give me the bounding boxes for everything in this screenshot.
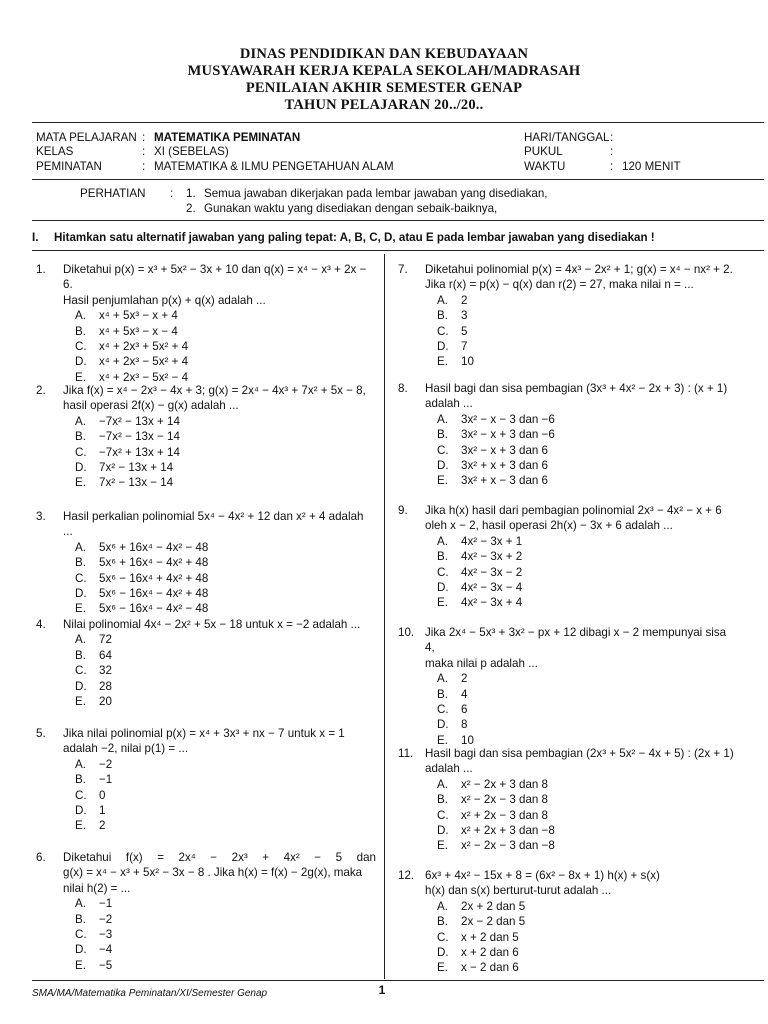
answer-option [75,429,376,444]
answer-option [75,772,376,787]
info-label: PUKUL [524,145,563,159]
option-text: 32 [99,664,112,678]
option-letter: A. [437,412,448,426]
question [398,381,738,489]
option-text: 4 [461,687,468,701]
option-text: 5x⁶ + 16x⁴ − 4x² + 48 [99,556,209,570]
option-text: 2 [461,672,468,686]
option-text: x⁴ + 5x³ − x − 4 [99,324,178,338]
question-text-line: adalah ... [425,397,473,411]
answer-option [75,927,376,942]
question [36,262,376,385]
answer-option [437,808,738,823]
question-text-line: Jika 2x⁴ − 5x³ + 3x² − px + 12 dibagi x − 2 mempunyai sisa 4, [425,626,727,655]
answer-option [75,445,376,460]
question-text-line: Diketahui f(x) = 2x⁴ − 2x³ + 4x² − 5 dan [63,851,376,864]
answer-option [437,565,738,580]
option-text: 2x + 2 dan 5 [461,899,526,913]
question-number: 8. [398,382,408,395]
answer-option [437,534,738,549]
answer-option [437,308,738,323]
question-text-line: adalah −2, nilai p(1) = ... [63,742,189,756]
question-text [63,383,376,414]
answer-option [75,308,376,323]
option-text: x⁴ + 2x³ − 5x² − 4 [99,370,189,384]
option-text: 1 [99,804,106,818]
question-text [425,381,738,412]
option-text: 3x² − x + 3 dan −6 [461,428,555,442]
option-text: 3x² + x − 3 dan 6 [461,474,549,488]
exam-info-right [524,131,681,174]
answer-option [75,788,376,803]
question-number: 10. [398,626,415,639]
option-text: 5x⁶ − 16x⁴ + 4x² + 48 [99,571,209,585]
answer-options [437,899,738,976]
exam-info-left [36,131,394,174]
question-number: 12. [398,869,415,882]
question-text-line: Diketahui polinomial p(x) = 4x³ − 2x² + 1; g(x) = x⁴ − nx² + 2. [425,263,733,276]
option-letter: C. [75,928,87,942]
info-label: KELAS [36,145,74,159]
footer-text: SMA/MA/Matematika Peminatan/XI/Semester Genap [32,988,268,999]
question [398,868,738,976]
question-text-line: h(x) dan s(x) berturut-turut adalah ... [425,884,612,898]
answer-option [437,899,738,914]
option-letter: B. [75,324,86,338]
answer-options [75,757,376,834]
info-label: MATA PELAJARAN [36,131,137,144]
answer-option [75,818,376,833]
question-text-line: Jika h(x) hasil dari pembagian polinomial 2x³ − 4x² − x + 6 [425,504,722,517]
answer-option [75,663,376,678]
answer-option [437,914,738,929]
info-value: XI (SEBELAS) [154,145,229,159]
question-number: 11. [398,747,414,760]
option-letter: D. [75,461,87,475]
option-letter: A. [437,534,448,548]
option-letter: B. [437,793,448,807]
option-text: −2 [99,912,113,926]
answer-option [75,648,376,663]
option-text: −1 [99,773,113,787]
question-number: 3. [36,510,46,523]
option-letter: B. [437,915,448,929]
answer-option [75,324,376,339]
info-value: MATEMATIKA PEMINATAN [154,131,301,144]
answer-option [437,458,738,473]
question-number: 1. [36,263,46,276]
option-text: 4x² − 3x + 1 [461,534,523,548]
option-text: 2 [99,819,106,833]
info-label: WAKTU [524,159,566,173]
divider [32,250,764,251]
option-letter: A. [75,540,86,554]
option-letter: C. [437,443,449,457]
question-text [63,850,376,896]
answer-option [437,412,738,427]
question-text-line: adalah ... [425,762,473,776]
option-letter: C. [75,664,87,678]
question-text-line: Diketahui p(x) = x³ + 5x² − 3x + 10 dan q(x) = x⁴ − x³ + 2x − 6. [63,263,367,292]
option-letter: D. [75,679,87,693]
answer-options [437,293,738,370]
option-text: 4x² − 3x + 2 [461,550,523,564]
instructions-block [80,186,548,216]
option-letter: B. [75,556,86,570]
question-number: 5. [36,727,46,740]
answer-option [75,942,376,957]
answer-option [75,586,376,601]
question-text [63,617,376,632]
question-number: 9. [398,504,408,517]
option-text: 10 [461,733,474,747]
option-letter: E. [437,474,448,488]
answer-options [437,412,738,489]
question [36,509,376,617]
answer-option [437,823,738,838]
answer-option [437,473,738,488]
question [398,746,738,854]
answer-option [437,838,738,853]
option-text: 4x² − 3x − 2 [461,565,523,579]
answer-option [437,930,738,945]
answer-option [75,912,376,927]
answer-option [437,443,738,458]
option-letter: B. [437,428,448,442]
question-text [63,726,376,757]
option-text: x² − 2x + 3 dan 8 [461,777,549,791]
answer-option [437,671,738,686]
answer-option [437,702,738,717]
option-letter: D. [75,355,87,369]
answer-option [75,958,376,973]
answer-option [437,777,738,792]
question-text-line: maka nilai p adalah ... [425,656,538,670]
question-text-line: Jika f(x) = x⁴ − 2x³ − 4x + 3; g(x) = 2x⁴ − 4x³ + 7x² + 5x − 8, [63,384,366,397]
option-text: −2 [99,757,113,771]
option-text: −3 [99,928,113,942]
option-text: 3 [461,309,468,323]
option-letter: A. [437,672,448,686]
answer-option [75,694,376,709]
option-text: 5x⁶ − 16x⁴ − 4x² − 48 [99,602,209,616]
option-letter: D. [75,943,87,957]
option-text: x + 2 dan 6 [461,946,519,960]
answer-option [75,896,376,911]
question [36,617,376,709]
option-text: −7x² − 13x + 14 [99,414,180,428]
option-text: 2x − 2 dan 5 [461,915,526,929]
option-letter: D. [75,587,87,601]
question-text-line: Hasil bagi dan sisa pembagian (2x³ + 5x² − 4x + 5) : (2x + 1) [425,747,734,760]
question-text-line: Hasil penjumlahan p(x) + q(x) adalah ... [63,293,266,307]
option-text: x² + 2x + 3 dan −8 [461,824,555,838]
question-text-line: Hasil perkalian polinomial 5x⁴ − 4x² + 12 dan x² + 4 adalah ... [63,510,364,539]
option-letter: C. [75,571,87,585]
question [36,850,376,973]
section-text: Hitamkan satu alternatif jawaban yang paling tepat: A, B, C, D, atau E pada lembar jawaban yang disediakan ! [54,231,655,244]
option-letter: A. [437,777,448,791]
answer-option [75,555,376,570]
question [398,625,738,748]
option-letter: D. [437,718,449,732]
info-value: MATEMATIKA & ILMU PENGETAHUAN ALAM [154,159,394,173]
instructions-label: PERHATIAN [80,187,146,200]
option-text: x² − 2x − 3 dan −8 [461,839,555,853]
option-letter: D. [437,581,449,595]
option-text: −1 [99,897,113,911]
option-letter: E. [75,819,86,833]
option-letter: E. [437,961,448,975]
option-text: x + 2 dan 5 [461,930,519,944]
option-letter: E. [75,958,86,972]
option-letter: C. [75,445,87,459]
question-text [425,503,738,534]
option-text: x⁴ + 5x³ − x + 4 [99,309,178,323]
option-letter: C. [437,930,449,944]
answer-options [75,896,376,973]
header-line: TAHUN PELAJARAN 20../20.. [284,97,484,113]
answer-option [75,571,376,586]
question-number: 7. [398,263,408,276]
option-letter: E. [75,370,86,384]
instruction-number: 2. [186,202,196,215]
answer-option [75,460,376,475]
option-letter: C. [437,324,449,338]
option-letter: A. [75,633,86,647]
option-text: 20 [99,695,112,709]
divider [32,980,764,981]
answer-option [437,324,738,339]
option-text: 0 [99,788,106,802]
answer-option [437,580,738,595]
divider [32,122,764,123]
option-text: 2 [461,293,468,307]
option-text: 6 [461,703,468,717]
option-text: 3x² − x + 3 dan 6 [461,443,549,457]
question-text [425,262,738,293]
answer-option [437,960,738,975]
answer-option [75,475,376,490]
divider [32,220,764,221]
answer-option [437,792,738,807]
document-header [0,46,768,114]
option-letter: C. [437,703,449,717]
question-number: 2. [36,384,46,397]
option-letter: C. [75,340,87,354]
answer-option [437,717,738,732]
answer-option [75,632,376,647]
option-letter: E. [437,733,448,747]
option-text: 3x² + x + 3 dan 6 [461,459,549,473]
option-letter: A. [437,899,448,913]
option-letter: E. [75,602,86,616]
divider [32,179,764,180]
question [398,503,738,611]
answer-options [437,534,738,611]
option-text: x⁴ + 2x³ − 5x² + 4 [99,355,189,369]
question-text [63,262,376,308]
question-text [425,625,738,671]
info-label: PEMINATAN [36,159,102,173]
answer-option [437,427,738,442]
info-row-date: HARI/TANGGAL : [524,131,614,144]
option-letter: C. [437,808,449,822]
option-text: −5 [99,958,113,972]
answer-option [75,354,376,369]
question-number: 6. [36,851,46,864]
answer-option [75,540,376,555]
option-text: 4x² − 3x − 4 [461,581,523,595]
question-text-line: Hasil bagi dan sisa pembagian (3x³ + 4x² − 2x + 3) : (x + 1) [425,382,728,395]
answer-option [75,414,376,429]
answer-option [75,601,376,616]
option-text: x − 2 dan 6 [461,961,519,975]
header-line: DINAS PENDIDIKAN DAN KEBUDAYAAN [239,46,529,62]
info-value: 120 MENIT [622,159,681,173]
question-text-line: Jika r(x) = p(x) − q(x) dan r(2) = 27, maka nilai n = ... [425,278,694,292]
answer-option [437,339,738,354]
question [398,262,738,370]
option-letter: B. [437,550,448,564]
option-letter: D. [437,824,449,838]
answer-options [75,540,376,617]
question-text [63,509,376,540]
answer-option [75,757,376,772]
option-text: 7x² − 13x + 14 [99,461,174,475]
option-text: 10 [461,355,474,369]
section-number: I. [32,231,39,244]
question-text-line: g(x) = x⁴ − x³ + 5x² − 3x − 8 . Jika h(x) = f(x) − 2g(x), maka [63,866,363,880]
option-letter: B. [75,773,86,787]
column-divider [384,254,385,979]
instruction-row: PERHATIAN : 1. Semua jawaban dikerjakan pada lembar jawaban yang disediakan, [80,187,548,200]
answer-option [75,339,376,354]
question-text-line: Jika nilai polinomial p(x) = x⁴ + 3x³ + nx − 7 untuk x = 1 [63,727,345,740]
option-letter: E. [437,839,448,853]
answer-options [75,414,376,491]
instruction-text: Gunakan waktu yang disediakan dengan sebaik-baiknya, [204,202,498,215]
option-text: x⁴ + 2x³ + 5x² + 4 [99,340,189,354]
info-row-time: PUKUL : [524,145,614,159]
option-letter: A. [75,309,86,323]
info-row-subject: MATA PELAJARAN : MATEMATIKA PEMINATAN [36,131,301,144]
option-text: −7x² − 13x − 14 [99,430,180,444]
answer-option [75,803,376,818]
answer-option [437,687,738,702]
option-text: 8 [461,718,468,732]
header-line: PENILAIAN AKHIR SEMESTER GENAP [245,80,523,96]
question-text [425,746,738,777]
answer-option [437,293,738,308]
question-text-line: nilai h(2) = ... [63,881,131,895]
info-label: HARI/TANGGAL [524,131,610,144]
option-letter: E. [75,476,86,490]
answer-options [437,671,738,748]
option-letter: A. [75,414,86,428]
option-letter: C. [75,788,87,802]
answer-option [75,679,376,694]
option-letter: D. [437,340,449,354]
question [36,383,376,491]
info-row-major: PEMINATAN : MATEMATIKA & ILMU PENGETAHUAN ALAM [36,159,394,173]
info-row-class: KELAS : XI (SEBELAS) [36,145,229,159]
option-letter: A. [75,897,86,911]
answer-options [75,308,376,385]
info-row-duration: WAKTU : 120 MENIT [524,159,681,173]
question-text-line: oleh x − 2, hasil operasi 2h(x) − 3x + 6 adalah ... [425,519,673,533]
option-text: 7x² − 13x − 14 [99,476,174,490]
answer-options [75,632,376,709]
answer-option [437,354,738,369]
question-text-line: 6x³ + 4x² − 15x + 8 = (6x² − 8x + 1) h(x) + s(x) [425,869,660,882]
question-text-line: hasil operasi 2f(x) − g(x) adalah ... [63,399,239,413]
instruction-number: 1. [186,187,196,200]
header-line: MUSYAWARAH KERJA KEPALA SEKOLAH/MADRASAH [187,63,581,79]
option-text: 72 [99,633,112,647]
option-letter: D. [75,804,87,818]
option-text: 5x⁶ − 16x⁴ − 4x² + 48 [99,587,209,601]
option-letter: A. [75,757,86,771]
option-letter: E. [437,355,448,369]
option-text: 5x⁶ + 16x⁴ − 4x² − 48 [99,540,209,554]
option-letter: B. [75,912,86,926]
question-text [425,868,738,899]
answer-options [437,777,738,854]
option-letter: B. [437,309,448,323]
option-letter: B. [75,430,86,444]
page-number: 1 [378,983,386,997]
option-text: x² + 2x − 3 dan 8 [461,808,549,822]
question-text-line: Nilai polinomial 4x⁴ − 2x² + 5x − 18 untuk x = −2 adalah ... [63,618,361,631]
option-letter: C. [437,565,449,579]
answer-option [437,549,738,564]
section-heading [32,231,764,244]
option-text: 7 [461,340,468,354]
answer-option [437,595,738,610]
option-letter: D. [437,459,449,473]
option-letter: E. [437,596,448,610]
option-text: −4 [99,943,113,957]
option-letter: D. [437,946,449,960]
instruction-text: Semua jawaban dikerjakan pada lembar jawaban yang disediakan, [204,187,548,200]
option-letter: B. [437,687,448,701]
option-letter: B. [75,648,86,662]
option-text: 5 [461,324,468,338]
answer-option [437,945,738,960]
question [36,726,376,834]
option-letter: A. [437,293,448,307]
option-text: 64 [99,648,112,662]
option-text: −7x² + 13x + 14 [99,445,180,459]
option-text: 4x² − 3x + 4 [461,596,523,610]
option-text: 28 [99,679,112,693]
option-text: x² − 2x − 3 dan 8 [461,793,549,807]
instruction-row [80,201,548,216]
option-text: 3x² − x − 3 dan −6 [461,412,555,426]
question-number: 4. [36,618,46,631]
option-letter: E. [75,695,86,709]
